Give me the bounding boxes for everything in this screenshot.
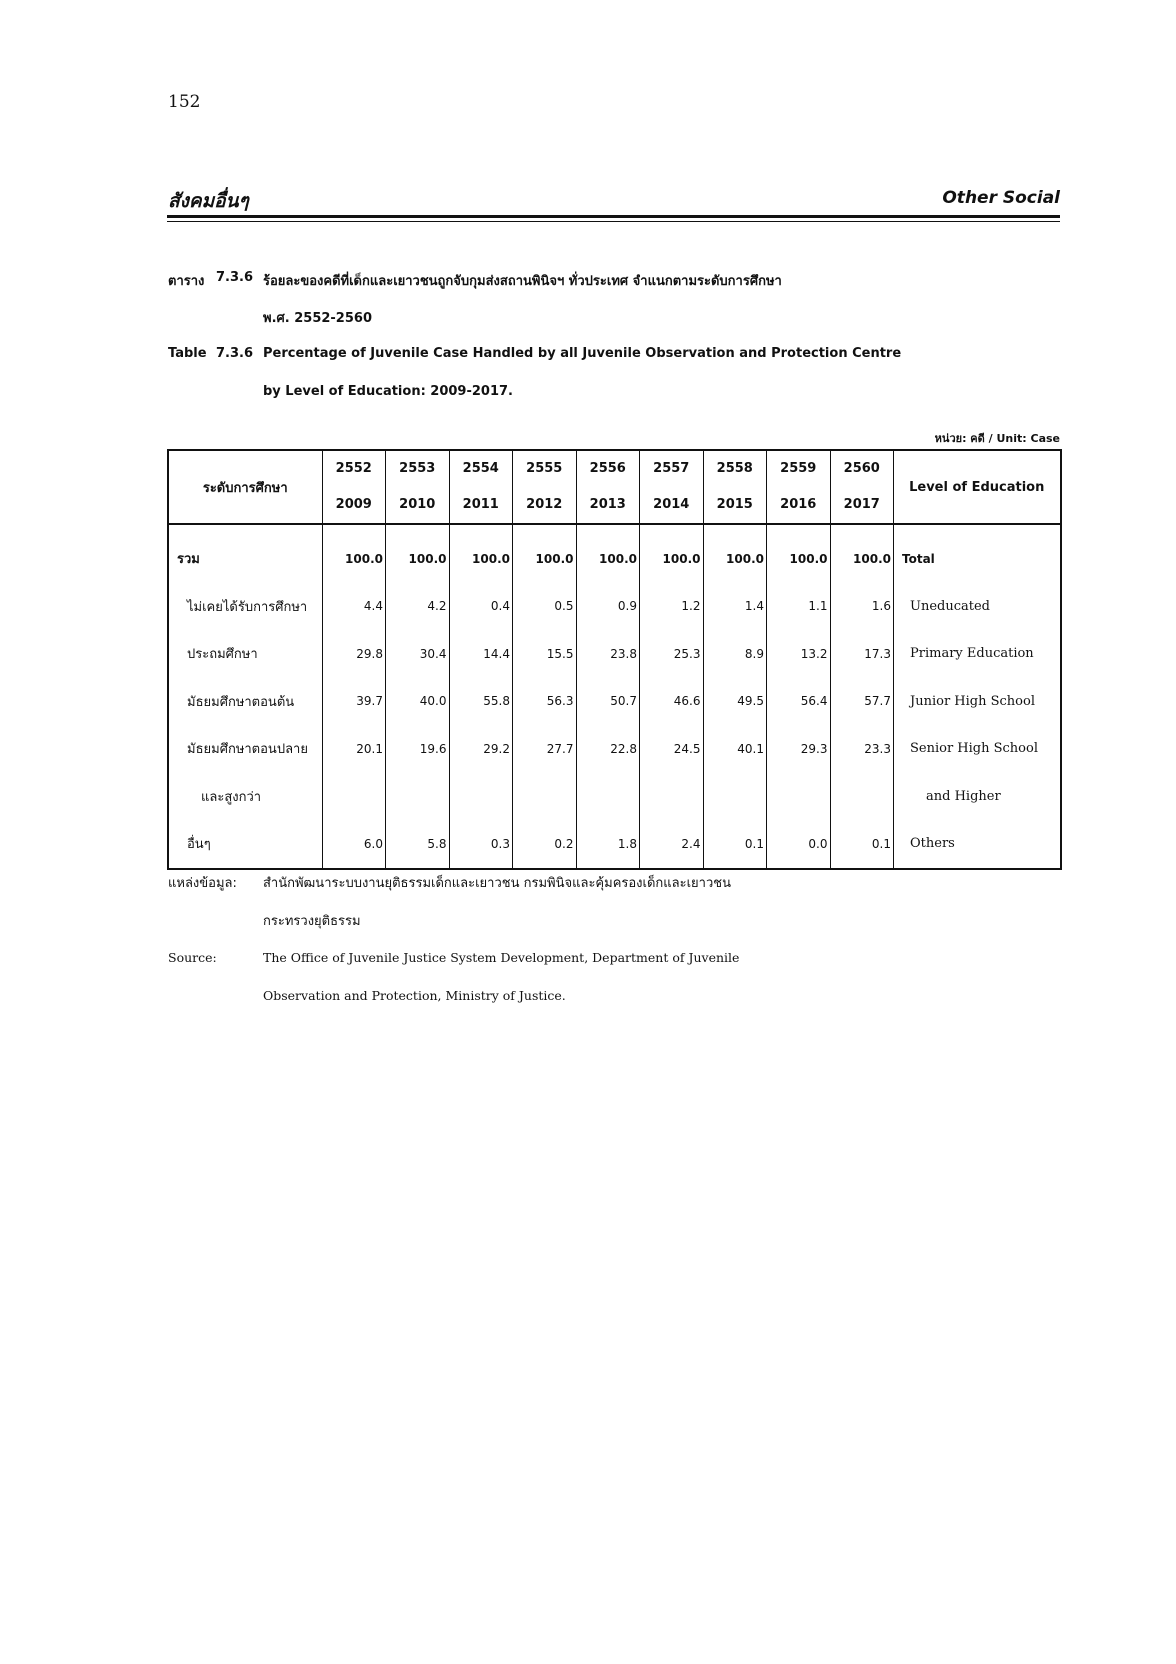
cell-value: 57.7 <box>830 678 894 726</box>
cell-value: 8.9 <box>703 630 767 678</box>
table-row <box>168 583 1061 631</box>
caption-en-line1: Percentage of Juvenile Case Handled by all Juvenile Observation and Protection Centre <box>263 346 902 361</box>
cell-value: 100.0 <box>513 524 577 583</box>
year-ce: 2010 <box>399 497 436 512</box>
year-be: 2558 <box>716 461 753 476</box>
row-label-thai: อื่นๆ <box>168 820 322 869</box>
year-ce: 2011 <box>462 497 499 512</box>
caption-en-table-no: 7.3.6 <box>216 346 254 361</box>
year-ce: 2015 <box>716 497 753 512</box>
cell-value: 19.6 <box>386 725 450 773</box>
source-th-line1: สำนักพัฒนาระบบงานยุติธรรมเด็กและเยาวชน กรมพินิจและคุ้มครองเด็กและเยาวชน <box>263 876 731 891</box>
source-th-label: แหล่งข้อมูล: <box>168 876 237 891</box>
row-label-thai: ประถมศึกษา <box>168 630 322 678</box>
col-header-year <box>513 450 577 524</box>
cell-value: 2.4 <box>640 820 704 869</box>
year-ce: 2012 <box>526 497 563 512</box>
row-label-thai: และสูงกว่า <box>168 773 322 821</box>
page-number: 152 <box>168 92 201 112</box>
cell-value: 14.4 <box>449 630 513 678</box>
cell-value: 0.0 <box>767 820 831 869</box>
section-title-thai: สังคมอื่นๆ <box>168 190 249 212</box>
cell-value: 55.8 <box>449 678 513 726</box>
source-en-label: Source: <box>168 950 217 965</box>
source-th-line2: กระทรวงยุติธรรม <box>263 914 361 929</box>
cell-value: 0.3 <box>449 820 513 869</box>
cell-value <box>767 773 831 821</box>
table-row <box>168 630 1061 678</box>
cell-value: 1.1 <box>767 583 831 631</box>
cell-value: 15.5 <box>513 630 577 678</box>
cell-value: 1.4 <box>703 583 767 631</box>
cell-value: 50.7 <box>576 678 640 726</box>
row-label-thai: รวม <box>168 524 322 583</box>
cell-value: 0.1 <box>703 820 767 869</box>
row-label-thai: มัธยมศึกษาตอนปลาย <box>168 725 322 773</box>
row-label-english: Others <box>894 820 1061 869</box>
row-label-english: Junior High School <box>894 678 1061 726</box>
cell-value: 29.2 <box>449 725 513 773</box>
table-row <box>168 678 1061 726</box>
cell-value: 23.3 <box>830 725 894 773</box>
col-header-year <box>767 450 831 524</box>
cell-value: 17.3 <box>830 630 894 678</box>
cell-value: 29.3 <box>767 725 831 773</box>
cell-value <box>513 773 577 821</box>
year-be: 2552 <box>335 461 372 476</box>
col-header-thai: ระดับการศึกษา <box>168 450 322 524</box>
cell-value: 29.8 <box>322 630 386 678</box>
caption-th-label: ตาราง <box>168 274 205 289</box>
table-row-total <box>168 524 1061 583</box>
cell-value <box>386 773 450 821</box>
year-ce: 2017 <box>843 497 880 512</box>
cell-value: 100.0 <box>322 524 386 583</box>
cell-value: 13.2 <box>767 630 831 678</box>
header-rule-thick <box>167 215 1060 218</box>
caption-th-line2: พ.ศ. 2552-2560 <box>263 311 372 326</box>
cell-value: 4.4 <box>322 583 386 631</box>
year-be: 2560 <box>843 461 880 476</box>
year-be: 2554 <box>462 461 499 476</box>
cell-value: 49.5 <box>703 678 767 726</box>
cell-value: 0.5 <box>513 583 577 631</box>
cell-value: 100.0 <box>703 524 767 583</box>
caption-en-label: Table <box>168 346 207 361</box>
cell-value <box>703 773 767 821</box>
cell-value: 6.0 <box>322 820 386 869</box>
section-title-english: Other Social <box>942 188 1060 208</box>
row-label-english: and Higher <box>894 773 1061 821</box>
year-ce: 2016 <box>780 497 817 512</box>
cell-value: 25.3 <box>640 630 704 678</box>
col-header-year <box>830 450 894 524</box>
caption-th-line1: ร้อยละของคดีที่เด็กและเยาวชนถูกจับกุมส่งสถานพินิจฯ ทั่วประเทศ จำแนกตามระดับการศึกษา <box>263 274 782 289</box>
cell-value: 0.4 <box>449 583 513 631</box>
year-be: 2553 <box>399 461 436 476</box>
cell-value: 0.2 <box>513 820 577 869</box>
cell-value: 100.0 <box>640 524 704 583</box>
cell-value: 30.4 <box>386 630 450 678</box>
year-ce: 2014 <box>653 497 690 512</box>
row-label-english: Uneducated <box>894 583 1061 631</box>
year-be: 2556 <box>589 461 626 476</box>
cell-value: 24.5 <box>640 725 704 773</box>
cell-value: 4.2 <box>386 583 450 631</box>
cell-value: 5.8 <box>386 820 450 869</box>
caption-en-line2: by Level of Education: 2009-2017. <box>263 384 513 399</box>
table-row <box>168 725 1061 773</box>
year-ce: 2013 <box>589 497 626 512</box>
education-table <box>167 449 1062 870</box>
cell-value <box>322 773 386 821</box>
cell-value: 1.8 <box>576 820 640 869</box>
cell-value: 39.7 <box>322 678 386 726</box>
col-header-year <box>322 450 386 524</box>
cell-value: 23.8 <box>576 630 640 678</box>
cell-value: 1.2 <box>640 583 704 631</box>
cell-value: 20.1 <box>322 725 386 773</box>
cell-value: 1.6 <box>830 583 894 631</box>
col-header-year <box>703 450 767 524</box>
col-header-year <box>640 450 704 524</box>
cell-value: 27.7 <box>513 725 577 773</box>
year-be: 2557 <box>653 461 690 476</box>
cell-value <box>640 773 704 821</box>
table-row <box>168 820 1061 869</box>
col-header-year <box>386 450 450 524</box>
cell-value: 0.9 <box>576 583 640 631</box>
cell-value <box>449 773 513 821</box>
table-row <box>168 773 1061 821</box>
row-label-english: Primary Education <box>894 630 1061 678</box>
cell-value: 100.0 <box>386 524 450 583</box>
year-be: 2555 <box>526 461 563 476</box>
row-label-english: Senior High School <box>894 725 1061 773</box>
cell-value: 0.1 <box>830 820 894 869</box>
header-rule-thin <box>167 221 1060 222</box>
col-header-year <box>449 450 513 524</box>
row-label-thai: มัธยมศึกษาตอนต้น <box>168 678 322 726</box>
cell-value: 56.3 <box>513 678 577 726</box>
cell-value: 56.4 <box>767 678 831 726</box>
cell-value: 100.0 <box>830 524 894 583</box>
unit-label: หน่วย: คดี / Unit: Case <box>934 432 1060 445</box>
cell-value: 40.1 <box>703 725 767 773</box>
row-label-thai: ไม่เคยได้รับการศึกษา <box>168 583 322 631</box>
year-ce: 2009 <box>335 497 372 512</box>
source-en-line2: Observation and Protection, Ministry of Justice. <box>263 988 566 1003</box>
cell-value: 22.8 <box>576 725 640 773</box>
source-en-line1: The Office of Juvenile Justice System Development, Department of Juvenile <box>263 950 740 965</box>
col-header-year <box>576 450 640 524</box>
cell-value: 100.0 <box>576 524 640 583</box>
cell-value: 46.6 <box>640 678 704 726</box>
cell-value <box>830 773 894 821</box>
col-header-english: Level of Education <box>894 450 1061 524</box>
row-label-english: Total <box>894 524 1061 583</box>
year-be: 2559 <box>780 461 817 476</box>
cell-value <box>576 773 640 821</box>
cell-value: 100.0 <box>767 524 831 583</box>
cell-value: 100.0 <box>449 524 513 583</box>
caption-th-table-no: 7.3.6 <box>216 270 254 285</box>
cell-value: 40.0 <box>386 678 450 726</box>
table-header-row <box>168 450 1061 524</box>
